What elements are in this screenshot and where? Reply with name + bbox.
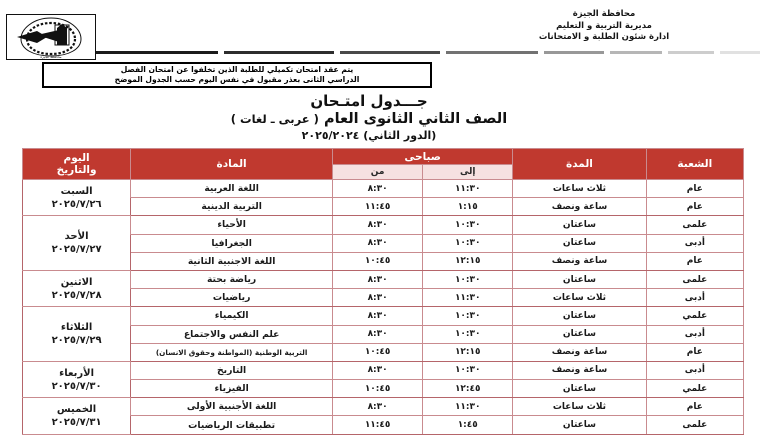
- col-header-subject: المادة: [131, 149, 333, 180]
- cell-section: أدبى: [646, 289, 743, 307]
- cell-section: أدبى: [646, 361, 743, 379]
- cell-subject: التربية الوطنية (المواطنة وحقوق الانسان): [131, 343, 333, 361]
- col-header-period-morning: صباحى: [333, 149, 513, 165]
- cell-time-to: ١٠:٣٠: [423, 361, 513, 379]
- cell-subject: رياضيات: [131, 289, 333, 307]
- col-header-time-to: إلى: [423, 165, 513, 180]
- cell-subject: رياضة بحتة: [131, 270, 333, 288]
- cell-duration: ثلاث ساعات: [513, 398, 646, 416]
- cell-section: أدبى: [646, 325, 743, 343]
- cell-time-from: ١١:٤٥: [333, 198, 423, 216]
- table-body: [23, 180, 744, 435]
- table-row: [23, 180, 744, 198]
- cell-time-from: ٨:٣٠: [333, 325, 423, 343]
- svg-text:محافظة الجيزة: محافظة الجيزة: [40, 55, 62, 59]
- cell-day-date: [23, 270, 131, 306]
- cell-section: علمي: [646, 380, 743, 398]
- cell-day-date: [23, 398, 131, 434]
- table-row: [23, 270, 744, 288]
- cell-duration: ساعتان: [513, 216, 646, 234]
- table-row: [23, 289, 744, 307]
- ministry-line-1: محافظة الجيزة: [572, 9, 636, 19]
- cell-duration: ساعة ونصف: [513, 252, 646, 270]
- cell-duration: ساعتان: [513, 416, 646, 434]
- exam-schedule-table-wrapper: [22, 148, 744, 435]
- cell-time-to: ١٠:٣٠: [423, 270, 513, 288]
- title-exam-schedule: جـــدول امتـحان: [310, 92, 428, 110]
- cell-duration: ساعتان: [513, 380, 646, 398]
- col-header-time-from: من: [333, 165, 423, 180]
- cell-time-to: ١١:٣٠: [423, 180, 513, 198]
- cell-duration: ساعة ونصف: [513, 343, 646, 361]
- cell-time-to: ١:٤٥: [423, 416, 513, 434]
- cell-duration: ثلاث ساعات: [513, 180, 646, 198]
- page-title: [0, 93, 768, 143]
- cell-day-name: السبت: [60, 185, 93, 197]
- cell-time-from: ١١:٤٥: [333, 416, 423, 434]
- cell-section: عام: [646, 343, 743, 361]
- title-round-year: (الدور الثاني) ٢٠٢٥/٢٠٢٤: [301, 129, 437, 142]
- document-header: [0, 0, 768, 92]
- cell-section: أدبى: [646, 234, 743, 252]
- cell-section: علمى: [646, 216, 743, 234]
- cell-subject: تطبيقات الرياضيات: [131, 416, 333, 434]
- table-row: [23, 307, 744, 325]
- table-row: [23, 416, 744, 434]
- cell-time-to: ١٢:١٥: [423, 252, 513, 270]
- table-head: [23, 149, 744, 180]
- cell-time-to: ١٠:٣٠: [423, 234, 513, 252]
- cell-subject: الأحياء: [131, 216, 333, 234]
- cell-time-from: ٨:٣٠: [333, 270, 423, 288]
- col-header-day: اليوم: [63, 152, 90, 164]
- cell-section: عام: [646, 252, 743, 270]
- cell-day-date-value: ٢٠٢٥/٧/٢٦: [51, 198, 102, 210]
- cell-duration: ساعتان: [513, 270, 646, 288]
- cell-day-date-value: ٢٠٢٥/٧/٢٨: [51, 289, 102, 301]
- cell-time-to: ١:١٥: [423, 198, 513, 216]
- cell-day-name: الأربعاء: [59, 367, 95, 379]
- cell-day-date-value: ٢٠٢٥/٧/٢٧: [51, 244, 102, 256]
- cell-time-from: ١٠:٤٥: [333, 380, 423, 398]
- cell-time-from: ١٠:٤٥: [333, 252, 423, 270]
- cell-time-from: ٨:٣٠: [333, 361, 423, 379]
- cell-time-from: ٨:٣٠: [333, 307, 423, 325]
- cell-time-to: ١٠:٣٠: [423, 216, 513, 234]
- cell-time-from: ٨:٣٠: [333, 180, 423, 198]
- table-row: [23, 198, 744, 216]
- cell-section: علمي: [646, 307, 743, 325]
- cell-section: عام: [646, 398, 743, 416]
- cell-day-date: [23, 216, 131, 271]
- exam-schedule-table: [22, 148, 744, 435]
- supplementary-exam-notice: [42, 62, 432, 88]
- col-header-date: والتاريخ: [56, 164, 97, 176]
- table-row: [23, 398, 744, 416]
- governorate-emblem-logo: [6, 14, 96, 60]
- ministry-line-2: مديرية التربية و التعليم: [556, 20, 652, 31]
- cell-day-name: الأحد: [64, 231, 89, 243]
- cell-day-date-value: ٢٠٢٥/٧/٣٠: [51, 380, 102, 392]
- cell-subject: اللغة الأجنبية الأولى: [131, 398, 333, 416]
- cell-time-from: ٨:٣٠: [333, 216, 423, 234]
- cell-subject: التاريخ: [131, 361, 333, 379]
- cell-subject: علم النفس والاجتماع: [131, 325, 333, 343]
- title-grade: [0, 110, 738, 128]
- table-row: [23, 216, 744, 234]
- cell-day-name: الاثنين: [60, 276, 93, 288]
- cell-time-from: ٨:٣٠: [333, 398, 423, 416]
- notice-line-2: الدراسي الثانى بعذر مقبول في نفس اليوم حسب الجدول الموضح: [114, 75, 360, 84]
- cell-duration: ساعتان: [513, 234, 646, 252]
- cell-time-to: ١٠:٣٠: [423, 307, 513, 325]
- cell-subject: الفيزياء: [131, 380, 333, 398]
- cell-day-date: [23, 361, 131, 397]
- cell-section: علمى: [646, 416, 743, 434]
- cell-day-name: الخميس: [56, 403, 97, 415]
- cell-day-name: الثلاثاء: [60, 322, 93, 334]
- cell-duration: ثلاث ساعات: [513, 289, 646, 307]
- cell-subject: الكيمياء: [131, 307, 333, 325]
- cell-duration: ساعتان: [513, 325, 646, 343]
- cell-subject: التربية الدينية: [131, 198, 333, 216]
- title-grade-main: الصف الثاني الثانوى العام: [323, 111, 508, 127]
- notice-line-1: يتم عقد امتحان تكميلي للطلبة الذين تخلفوا عن امتحان الفصل: [120, 64, 354, 74]
- cell-time-to: ١١:٣٠: [423, 398, 513, 416]
- table-header-row-1: [23, 149, 744, 165]
- table-row: [23, 325, 744, 343]
- cell-subject: اللغة العربية: [131, 180, 333, 198]
- header-divider-rule: [96, 49, 766, 59]
- cell-time-from: ٨:٣٠: [333, 289, 423, 307]
- emblem-artwork: [7, 15, 95, 59]
- cell-time-from: ٨:٣٠: [333, 234, 423, 252]
- cell-day-date-value: ٢٠٢٥/٧/٣١: [51, 416, 102, 428]
- table-row: [23, 343, 744, 361]
- cell-duration: ساعة ونصف: [513, 361, 646, 379]
- col-header-duration: المدة: [513, 149, 646, 180]
- table-row: [23, 361, 744, 379]
- cell-subject: الجغرافيا: [131, 234, 333, 252]
- cell-time-from: ١٠:٤٥: [333, 343, 423, 361]
- table-row: [23, 380, 744, 398]
- cell-section: عام: [646, 198, 743, 216]
- cell-section: علمى: [646, 270, 743, 288]
- ministry-heading: [454, 9, 754, 44]
- cell-day-date: [23, 180, 131, 216]
- cell-duration: ساعتان: [513, 307, 646, 325]
- cell-section: عام: [646, 180, 743, 198]
- cell-duration: ساعة ونصف: [513, 198, 646, 216]
- cell-time-to: ١١:٣٠: [423, 289, 513, 307]
- cell-time-to: ١٢:٤٥: [423, 380, 513, 398]
- cell-time-to: ١٠:٣٠: [423, 325, 513, 343]
- title-grade-track: ( عربى ـ لغات ): [230, 112, 319, 126]
- cell-subject: اللغة الاجنبية الثانية: [131, 252, 333, 270]
- table-row: [23, 234, 744, 252]
- cell-day-date: [23, 307, 131, 362]
- ministry-line-3: ادارة شئون الطلبة و الامتحانات: [538, 32, 670, 42]
- col-header-section: الشعبة: [646, 149, 743, 180]
- cell-time-to: ١٢:١٥: [423, 343, 513, 361]
- cell-day-date-value: ٢٠٢٥/٧/٢٩: [51, 335, 102, 347]
- col-header-day-date: [23, 149, 131, 180]
- table-row: [23, 252, 744, 270]
